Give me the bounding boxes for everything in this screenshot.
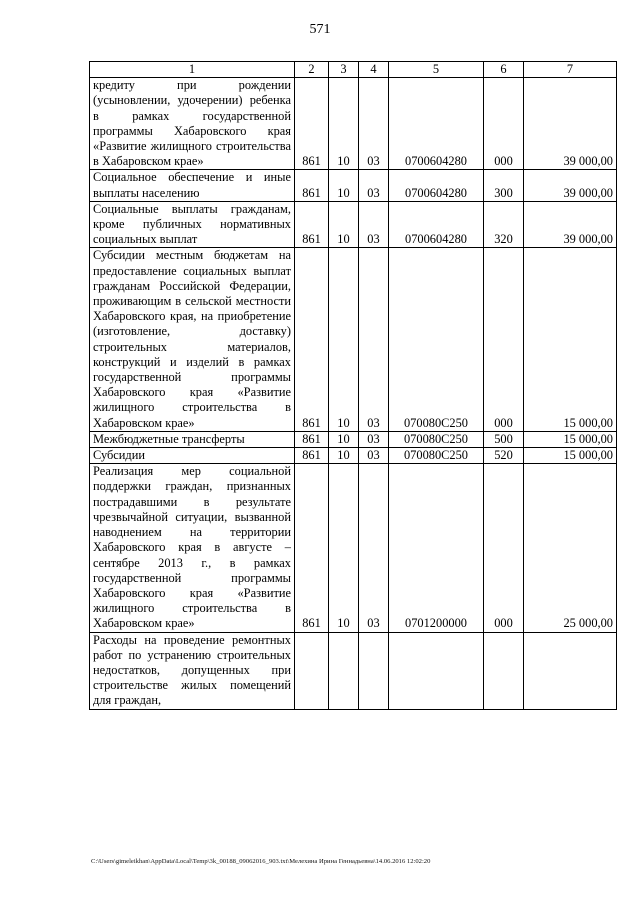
expense-name: Социальное обеспечение и иные выплаты населению	[90, 170, 295, 201]
amount: 15 000,00	[524, 248, 617, 431]
column-header: 1	[90, 62, 295, 78]
expense-type-code: 300	[484, 170, 524, 201]
ministry-code: 861	[295, 448, 329, 464]
expense-name: Социальные выплаты гражданам, кроме публичных нормативных социальных выплат	[90, 201, 295, 248]
ministry-code	[295, 632, 329, 709]
subsection-code	[359, 632, 389, 709]
table-header-row	[90, 62, 617, 78]
target-article-code	[389, 632, 484, 709]
expense-type-code: 520	[484, 448, 524, 464]
expense-name: Межбюджетные трансферты	[90, 431, 295, 447]
table-row	[90, 431, 617, 447]
file-path-footer: C:\Users\gimeleikhan\AppData\Local\Temp\3k_00188_09062016_903.txt\Мелехина Ирина Геннадьевна\14.06.2016 12:02:20	[91, 858, 431, 865]
amount: 25 000,00	[524, 464, 617, 632]
expense-type-code: 500	[484, 431, 524, 447]
page-number: 571	[309, 22, 331, 37]
amount: 39 000,00	[524, 201, 617, 248]
ministry-code: 861	[295, 78, 329, 170]
subsection-code: 03	[359, 431, 389, 447]
target-article-code: 0700604280	[389, 201, 484, 248]
subsection-code: 03	[359, 78, 389, 170]
column-header: 5	[389, 62, 484, 78]
amount: 39 000,00	[524, 170, 617, 201]
section-code: 10	[329, 248, 359, 431]
subsection-code: 03	[359, 201, 389, 248]
target-article-code: 0700604280	[389, 78, 484, 170]
table-row	[90, 248, 617, 431]
column-header: 2	[295, 62, 329, 78]
amount: 39 000,00	[524, 78, 617, 170]
table-row	[90, 201, 617, 248]
budget-table	[89, 61, 617, 710]
column-header: 7	[524, 62, 617, 78]
ministry-code: 861	[295, 201, 329, 248]
table-row	[90, 632, 617, 709]
target-article-code: 070080С250	[389, 431, 484, 447]
expense-name: кредиту при рождении (усыновлении, удочерении) ребенка в рамках государственной программы Хабаровского края «Развитие жилищного строительства в Хабаровском крае»	[90, 78, 295, 170]
table-row	[90, 170, 617, 201]
table-row	[90, 78, 617, 170]
ministry-code: 861	[295, 248, 329, 431]
target-article-code: 070080С250	[389, 448, 484, 464]
section-code: 10	[329, 464, 359, 632]
expense-name: Реализация мер социальной поддержки граждан, признанных пострадавшими в результате чрезвычайной ситуации, вызванной наводнением на территории Хабаровского края в августе – сентябре 2013 г., в рамках государственной программы Хабаровского края «Развитие жилищного строительства в Хабаровском крае»	[90, 464, 295, 632]
table-row	[90, 464, 617, 632]
subsection-code: 03	[359, 248, 389, 431]
column-header: 4	[359, 62, 389, 78]
expense-name: Субсидии местным бюджетам на предоставление социальных выплат гражданам Российской Федерации, проживающим в сельской местности Хабаровского края, на приобретение (изготовление, доставку) строительных материалов, конструкций и изделий в рамках государственной программы Хабаровского края «Развитие жилищного строительства в Хабаровском крае»	[90, 248, 295, 431]
subsection-code: 03	[359, 464, 389, 632]
section-code: 10	[329, 431, 359, 447]
subsection-code: 03	[359, 170, 389, 201]
expense-type-code: 320	[484, 201, 524, 248]
section-code: 10	[329, 78, 359, 170]
amount: 15 000,00	[524, 431, 617, 447]
expense-type-code: 000	[484, 248, 524, 431]
expense-name: Расходы на проведение ремонтных работ по устранению строительных недостатков, допущенных при строительстве жилых помещений для граждан,	[90, 632, 295, 709]
ministry-code: 861	[295, 464, 329, 632]
ministry-code: 861	[295, 431, 329, 447]
column-header: 6	[484, 62, 524, 78]
column-header: 3	[329, 62, 359, 78]
subsection-code: 03	[359, 448, 389, 464]
expense-type-code: 000	[484, 464, 524, 632]
expense-type-code	[484, 632, 524, 709]
section-code: 10	[329, 448, 359, 464]
target-article-code: 070080С250	[389, 248, 484, 431]
expense-type-code: 000	[484, 78, 524, 170]
amount: 15 000,00	[524, 448, 617, 464]
target-article-code: 0701200000	[389, 464, 484, 632]
ministry-code: 861	[295, 170, 329, 201]
section-code: 10	[329, 201, 359, 248]
section-code: 10	[329, 170, 359, 201]
expense-name: Субсидии	[90, 448, 295, 464]
target-article-code: 0700604280	[389, 170, 484, 201]
section-code	[329, 632, 359, 709]
amount	[524, 632, 617, 709]
table-row	[90, 448, 617, 464]
